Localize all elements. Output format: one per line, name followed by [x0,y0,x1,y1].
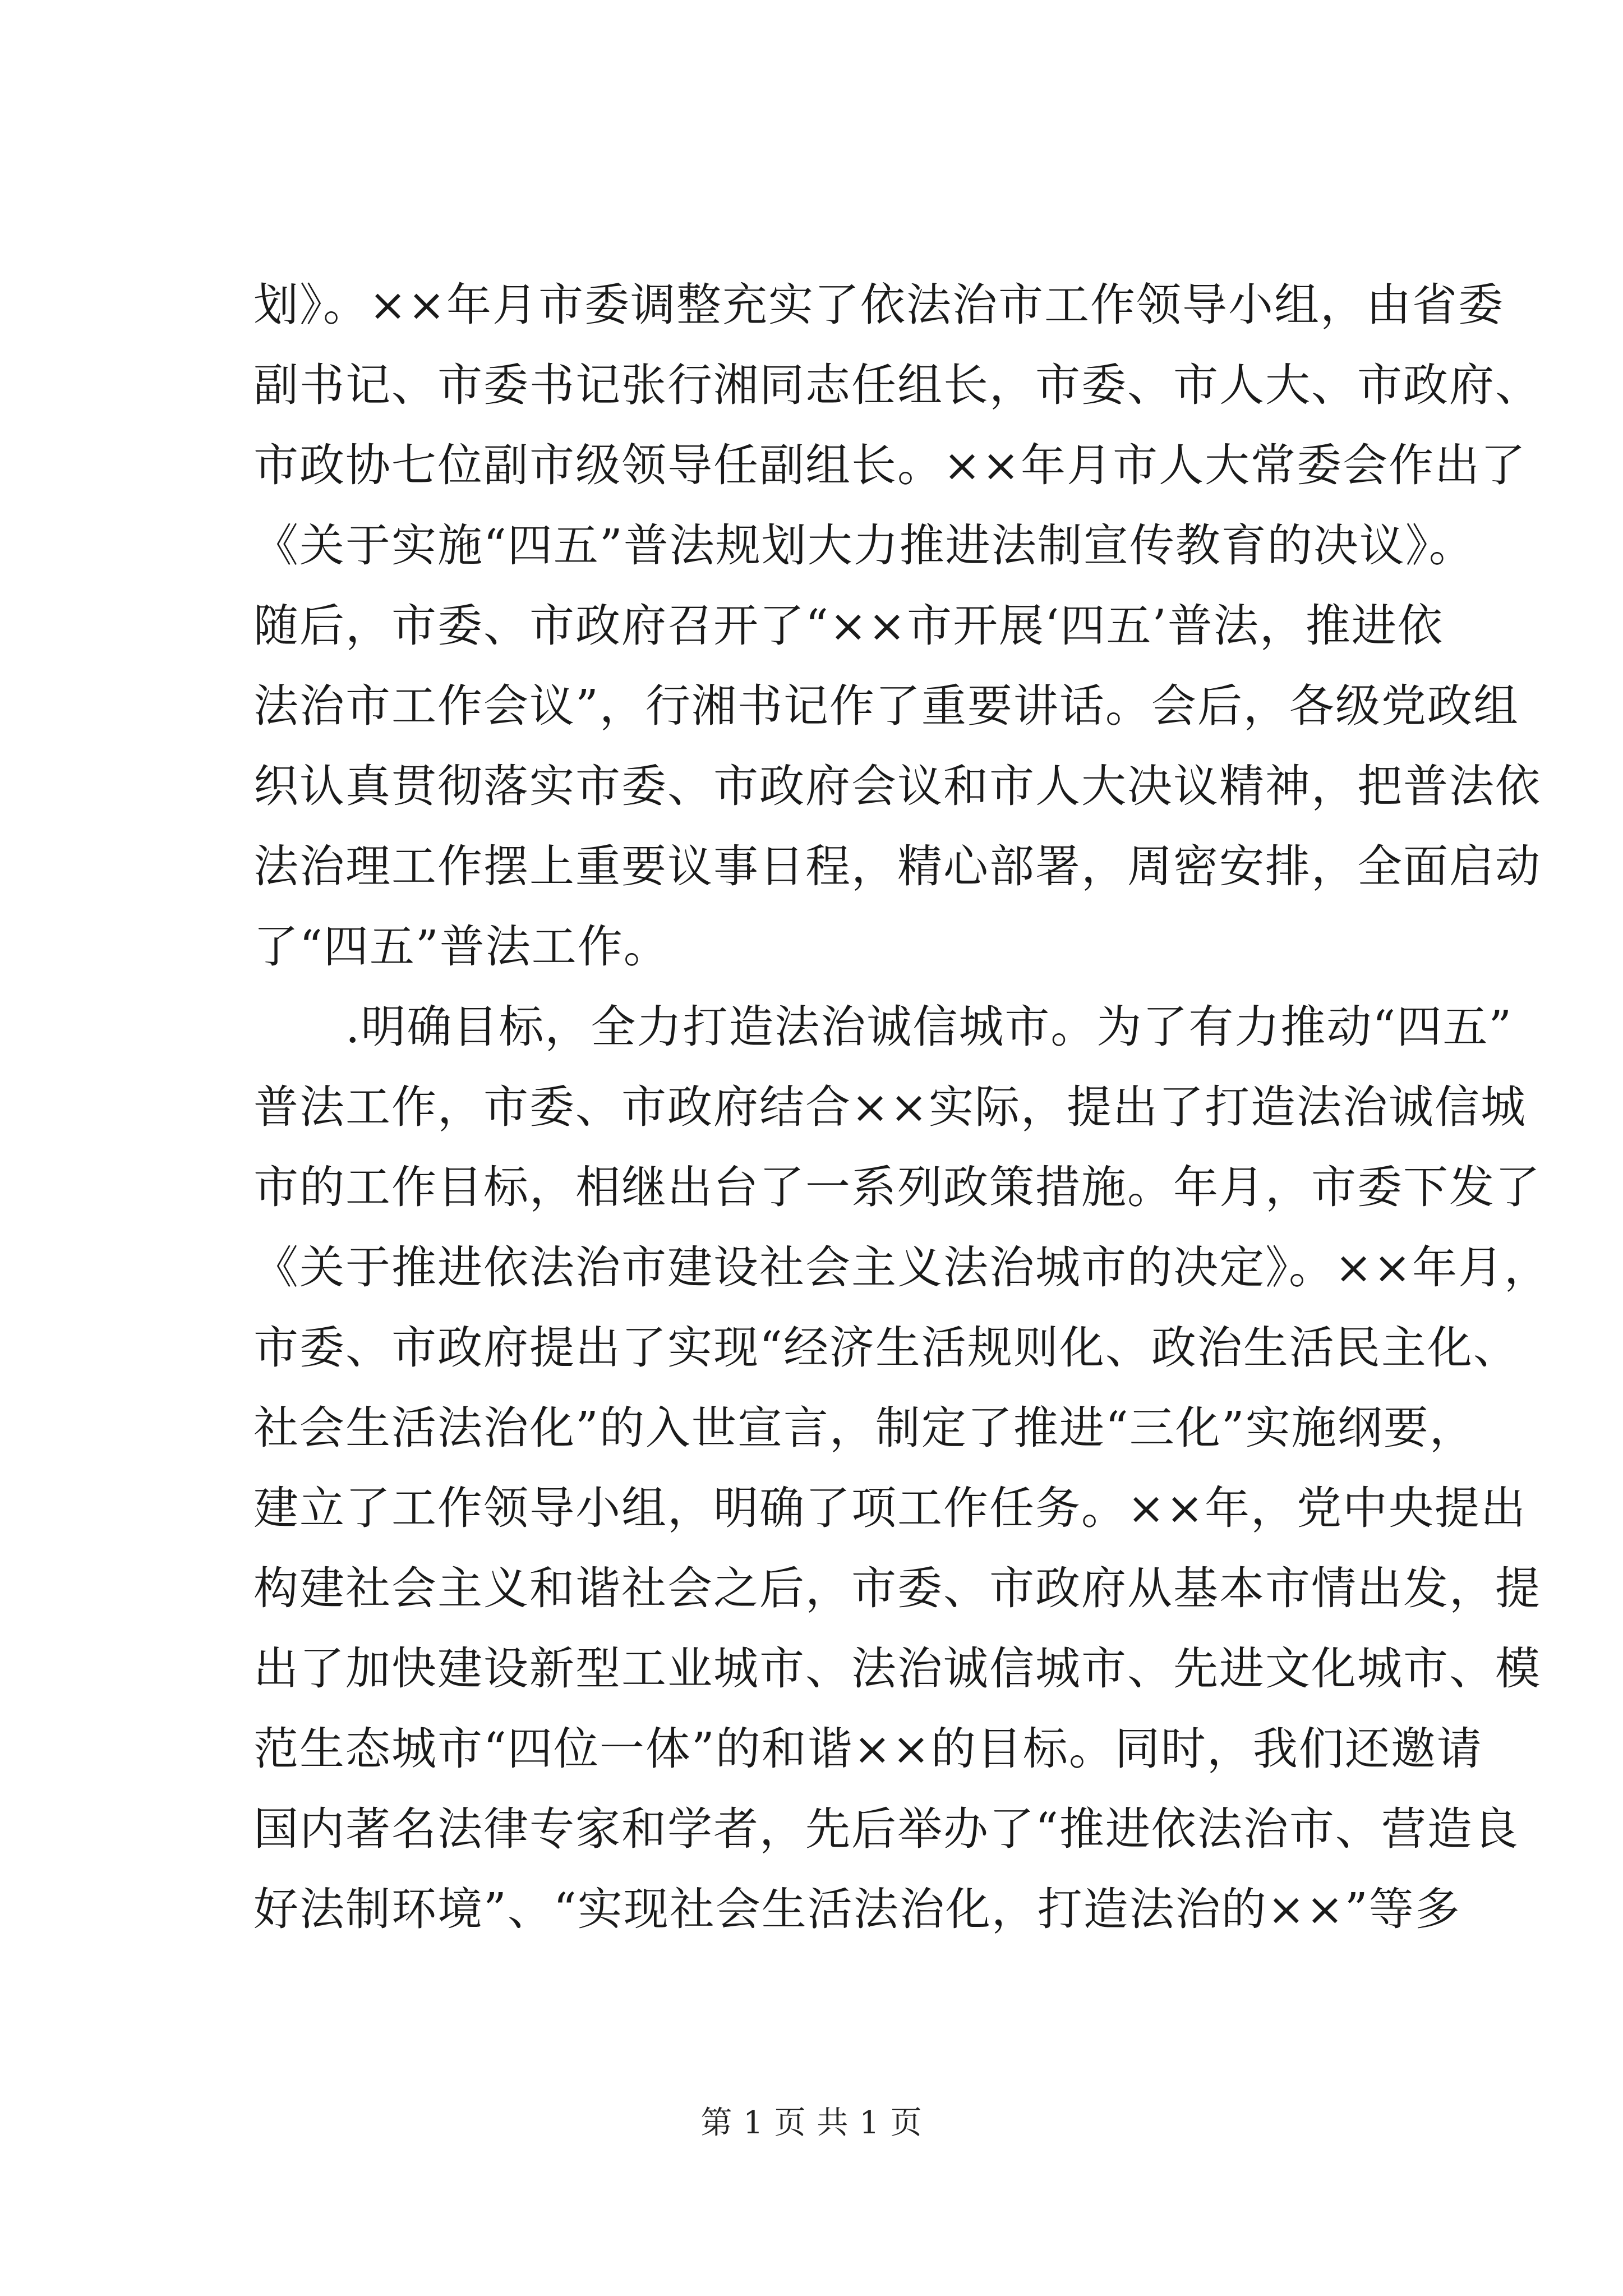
text-line: 法治理工作摆上重要议事日程，精心部署，周密安排，全面启动 [253,840,1541,892]
text-line: 《关于实施“四五”普法规划大力推进法制宣传教育的决议》。 [253,519,1475,572]
text-line: 出了加快建设新型工业城市、法治诚信城市、先进文化城市、模 [253,1642,1541,1695]
text-line: 好法制环境”、“实现社会生活法治化，打造法治的××”等多 [253,1883,1461,1935]
text-line: 法治市工作会议”，行湘书记作了重要讲话。会后，各级党政组 [253,680,1519,732]
text-line: 《关于推进依法治市建设社会主义法治城市的决定》。××年月， [253,1241,1551,1294]
text-line: 织认真贯彻落实市委、市政府会议和市人大决议精神，把普法依 [253,760,1541,812]
text-line: 范生态城市“四位一体”的和谐××的目标。同时，我们还邀请 [253,1723,1483,1775]
text-line: 市的工作目标，相继出台了一系列政策措施。年月，市委下发了 [253,1161,1541,1213]
text-line: .明确目标，全力打造法治诚信城市。为了有力推动“四五” [253,1001,1513,1053]
text-line: 构建社会主义和谐社会之后，市委、市政府从基本市情出发，提 [253,1562,1541,1614]
text-line: 普法工作，市委、市政府结合××实际，提出了打造法治诚信城 [253,1081,1527,1133]
text-line: 了“四五”普法工作。 [253,921,670,973]
page-footer: 第 1 页 共 1 页 [700,2105,923,2141]
text-line: 社会生活法治化”的入世宣言，制定了推进“三化”实施纲要， [253,1402,1476,1454]
text-line: 建立了工作领导小组，明确了项工作任务。××年，党中央提出 [253,1482,1527,1534]
body-text [253,265,1551,1949]
text-line: 副书记、市委书记张行湘同志任组长，市委、市人大、市政府、 [253,359,1541,411]
text-line: 市政协七位副市级领导任副组长。××年月市人大常委会作出了 [253,439,1527,491]
text-line: 划》。××年月市委调整充实了依法治市工作领导小组，由省委 [253,279,1505,331]
text-line: 国内著名法律专家和学者，先后举办了“推进依法治市、营造良 [253,1803,1519,1855]
text-line: 市委、市政府提出了实现“经济生活规则化、政治生活民主化、 [253,1322,1519,1374]
text-line: 随后，市委、市政府召开了“××市开展‘四五’普法，推进依 [253,600,1444,652]
